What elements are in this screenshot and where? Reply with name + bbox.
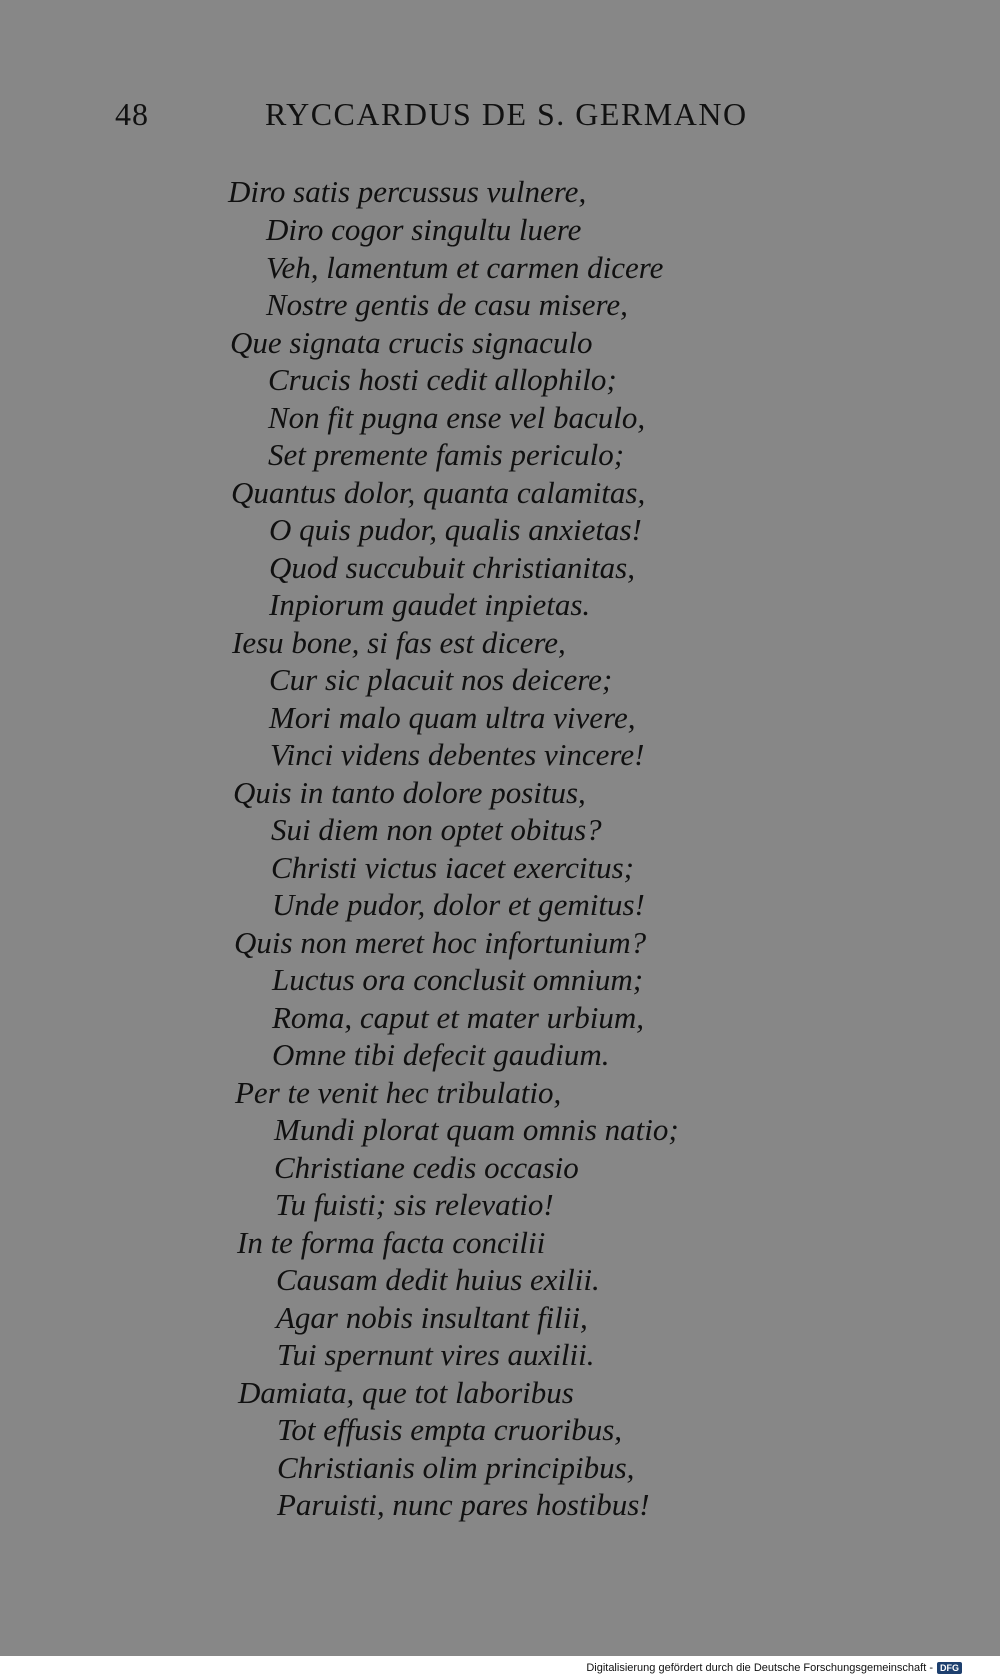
poem-line: Diro cogor singultu luere (266, 212, 582, 247)
poem-line: Quis non meret hoc infortunium? (234, 925, 647, 960)
poem-line: Mundi plorat quam omnis natio; (274, 1112, 679, 1147)
digitization-credit (586, 1662, 962, 1674)
poem-line: Nostre gentis de casu misere, (266, 287, 628, 322)
poem-line: Christiane cedis occasio (274, 1150, 579, 1185)
poem-line: Unde pudor, dolor et gemitus! (272, 887, 645, 922)
dfg-logo: DFG (937, 1662, 962, 1674)
poem-line: Quis in tanto dolore positus, (233, 775, 586, 810)
poem-line: Roma, caput et mater urbium, (272, 1000, 644, 1035)
poem-line: Damiata, que tot laboribus (238, 1375, 574, 1410)
poem-line: Quantus dolor, quanta calamitas, (231, 475, 646, 510)
poem-line: Set premente famis periculo; (268, 437, 625, 472)
poem-line: Que signata crucis signaculo (230, 325, 593, 360)
poem-line: Luctus ora conclusit omnium; (272, 962, 644, 997)
poem-line: Paruisti, nunc pares hostibus! (277, 1487, 650, 1522)
poem-line: Christianis olim principibus, (277, 1450, 635, 1485)
running-title: RYCCARDUS DE S. GERMANO (265, 96, 748, 132)
poem-line: Diro satis percussus vulnere, (228, 174, 587, 209)
poem-line: Tot effusis empta cruoribus, (277, 1412, 623, 1447)
credit-text: Digitalisierung gefördert durch die Deutsche Forschungsgemeinschaft - (586, 1662, 933, 1674)
poem-line: Iesu bone, si fas est dicere, (232, 625, 566, 660)
poem-line: Sui diem non optet obitus? (271, 812, 602, 847)
poem-line: Vinci videns debentes vincere! (270, 737, 645, 772)
poem-line: Tu fuisti; sis relevatio! (275, 1187, 554, 1222)
poem-line: Quod succubuit christianitas, (269, 550, 635, 585)
poem-line: Crucis hosti cedit allophilo; (268, 362, 617, 397)
poem-line: Agar nobis insultant filii, (276, 1300, 588, 1335)
poem-line: Mori malo quam ultra vivere, (269, 700, 636, 735)
page-number: 48 (115, 96, 149, 132)
poem-line: Causam dedit huius exilii. (276, 1262, 600, 1297)
poem-line: Per te venit hec tribulatio, (235, 1075, 562, 1110)
poem-line: In te forma facta concilii (237, 1225, 546, 1260)
poem-line: O quis pudor, qualis anxietas! (269, 512, 642, 547)
poem-line: Christi victus iacet exercitus; (271, 850, 635, 885)
poem-line: Inpiorum gaudet inpietas. (269, 587, 591, 622)
poem-line: Omne tibi defecit gaudium. (272, 1037, 610, 1072)
poem-line: Tui spernunt vires auxilii. (277, 1337, 595, 1372)
poem-line: Veh, lamentum et carmen dicere (266, 250, 664, 285)
poem-line: Cur sic placuit nos deicere; (269, 662, 613, 697)
poem-line: Non fit pugna ense vel baculo, (268, 400, 646, 435)
